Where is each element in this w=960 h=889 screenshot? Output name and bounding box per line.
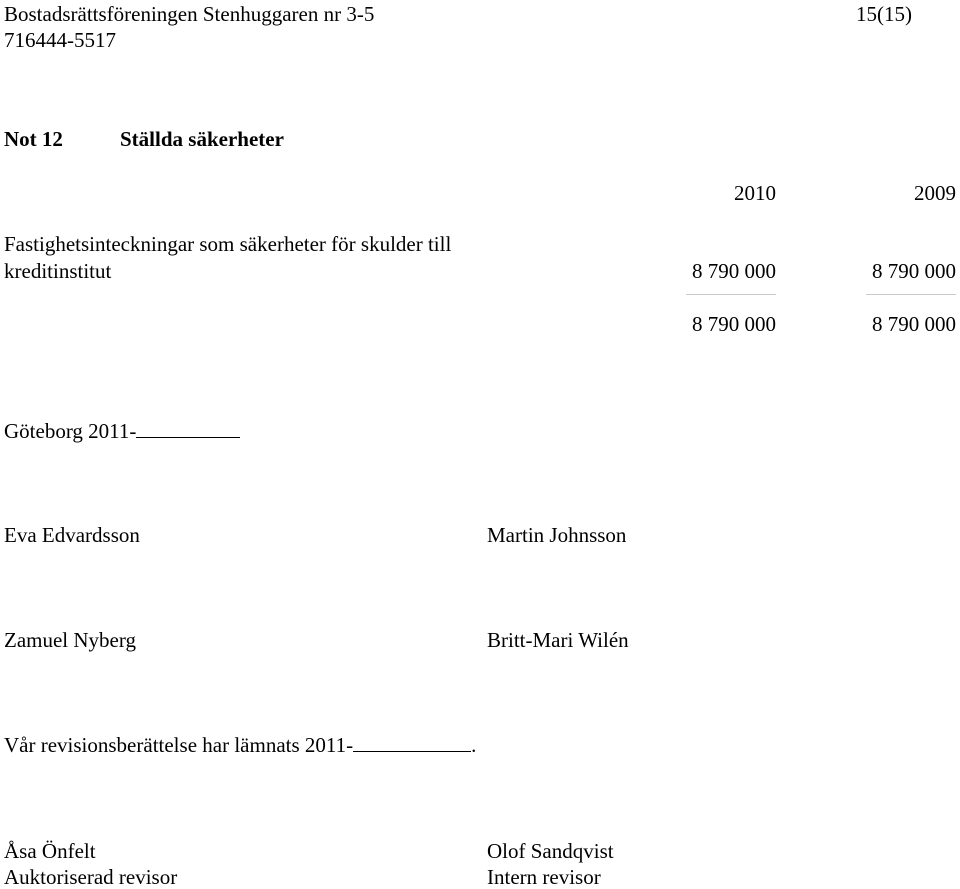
signature-eva-edvardsson: Eva Edvardsson (4, 523, 140, 547)
signature-britt-mari-wilen: Britt-Mari Wilén (487, 628, 629, 652)
auditor2-name: Olof Sandqvist (487, 839, 614, 863)
auditor2-title: Intern revisor (487, 865, 601, 889)
row-value-2010: 8 790 000 (692, 259, 776, 283)
audit-statement: Vår revisionsberättelse har lämnats 2011- (4, 733, 354, 757)
audit-date-blank (353, 735, 471, 752)
audit-statement-line (4, 735, 476, 756)
row-label-line1: Fastighetsinteckningar som säkerheter för skulder till (4, 232, 452, 256)
page-number: 15(15) (856, 2, 912, 26)
audit-statement-end: . (471, 733, 477, 757)
organization-name: Bostadsrättsföreningen Stenhuggaren nr 3-5 (4, 2, 375, 26)
place-date-text: Göteborg 2011- (4, 419, 137, 443)
year-header-2009: 2009 (914, 181, 956, 205)
note-title: Ställda säkerheter (120, 127, 284, 151)
organization-number: 716444-5517 (4, 28, 116, 52)
auditor1-name: Åsa Önfelt (4, 839, 96, 863)
auditor1-title: Auktoriserad revisor (4, 865, 178, 889)
signature-zamuel-nyberg: Zamuel Nyberg (4, 628, 136, 652)
signature-martin-johnsson: Martin Johnsson (487, 523, 627, 547)
subtotal-rule-2009 (866, 294, 956, 295)
row-value-2009: 8 790 000 (872, 259, 956, 283)
total-value-2009: 8 790 000 (872, 312, 956, 336)
year-header-2010: 2010 (734, 181, 776, 205)
subtotal-rule-2010 (686, 294, 776, 295)
note-number: Not 12 (4, 127, 63, 151)
date-blank (136, 421, 240, 438)
row-label-line2: kreditinstitut (4, 259, 112, 283)
place-date-line (4, 421, 240, 442)
total-value-2010: 8 790 000 (692, 312, 776, 336)
